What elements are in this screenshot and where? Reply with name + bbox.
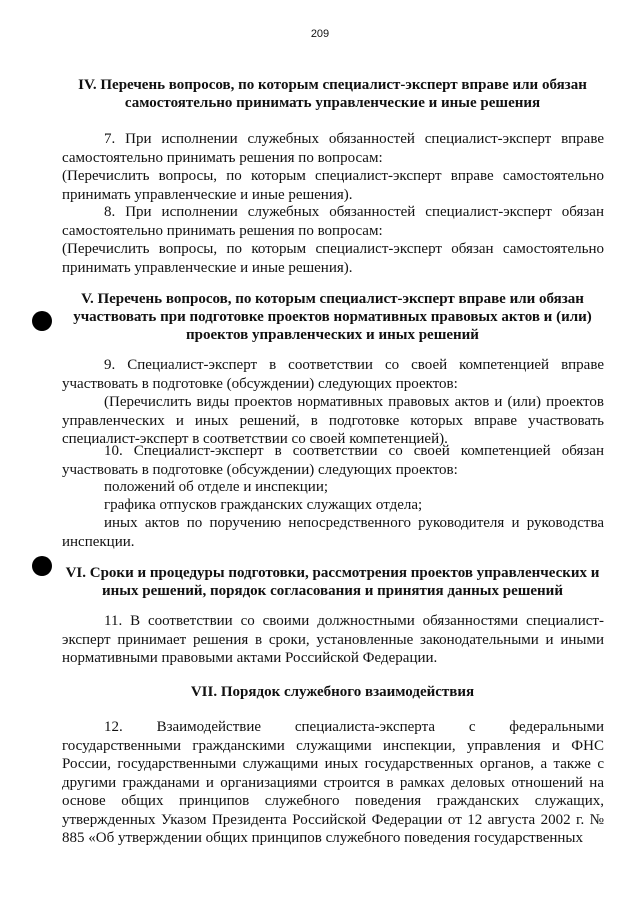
paragraph-10: 10. Специалист-эксперт в соответствии со своей компетенцией обязан участвовать в подготовке (обсуждении) следующих проектов: xyxy=(62,443,604,478)
paragraph-12: 12. Взаимодействие специалиста-эксперта с федеральными государственными гражданскими служащими инспекции, управления и ФНС России, государственными служащими иных государственных органов, а также с другими гражданами и организациями строится в рамках деловых отношений на основе общих принципов служебного поведения гражданских служащих, утвержденных Указом Президента Российской Федерации от 12 августа 2002 г. № 885 «Об утверждении общих принципов служебного поведения государственных xyxy=(62,719,604,846)
paragraph-8-note: (Перечислить вопросы, по которым специалист-эксперт обязан самостоятельно принимать управленческие и иные решения). xyxy=(62,241,604,276)
paragraph-8: 8. При исполнении служебных обязанностей специалист-эксперт обязан самостоятельно принимать решения по вопросам: xyxy=(62,204,604,239)
hole-punch-mark xyxy=(32,311,52,331)
section-4-heading: IV. Перечень вопросов, по которым специалист-эксперт вправе или обязан самостоятельно принимать управленческие и иные решения xyxy=(78,77,587,111)
paragraph-7: 7. При исполнении служебных обязанностей специалист-эксперт вправе самостоятельно принимать решения по вопросам: xyxy=(62,131,604,166)
paragraph-11: 11. В соответствии со своими должностными обязанностями специалист-эксперт принимает решения в сроки, установленные законодательными и иными нормативными правовыми актами Российской Федерации. xyxy=(62,613,604,666)
paragraph-9: 9. Специалист-эксперт в соответствии со своей компетенцией вправе участвовать в подготовке (обсуждении) следующих проектов: xyxy=(62,357,604,392)
paragraph-10-item-1: положений об отделе и инспекции; xyxy=(104,479,329,495)
paragraph-10-item-2: графика отпусков гражданских служащих отдела; xyxy=(104,497,423,513)
paragraph-10-item-3: иных актов по поручению непосредственного руководителя и руководства инспекции. xyxy=(62,515,604,550)
hole-punch-mark xyxy=(32,556,52,576)
section-5-heading: V. Перечень вопросов, по которым специалист-эксперт вправе или обязан участвовать при подготовке проектов нормативных правовых актов и (или) проектов управленческих и иных решений xyxy=(73,291,592,343)
paragraph-7-note: (Перечислить вопросы, по которым специалист-эксперт вправе самостоятельно принимать управленческие и иные решения). xyxy=(62,168,604,203)
page-number: 209 xyxy=(310,28,330,40)
section-7-heading: VII. Порядок служебного взаимодействия xyxy=(190,684,475,700)
paragraph-9-note: (Перечислить виды проектов нормативных правовых актов и (или) проектов управленческих и иных решений, в подготовке которых вправе участвовать специалист-эксперт в соответствии со своей компетенцией). xyxy=(62,394,604,447)
section-6-heading: VI. Сроки и процедуры подготовки, рассмотрения проектов управленческих и иных решений, порядок согласования и принятия данных решений xyxy=(65,565,600,599)
